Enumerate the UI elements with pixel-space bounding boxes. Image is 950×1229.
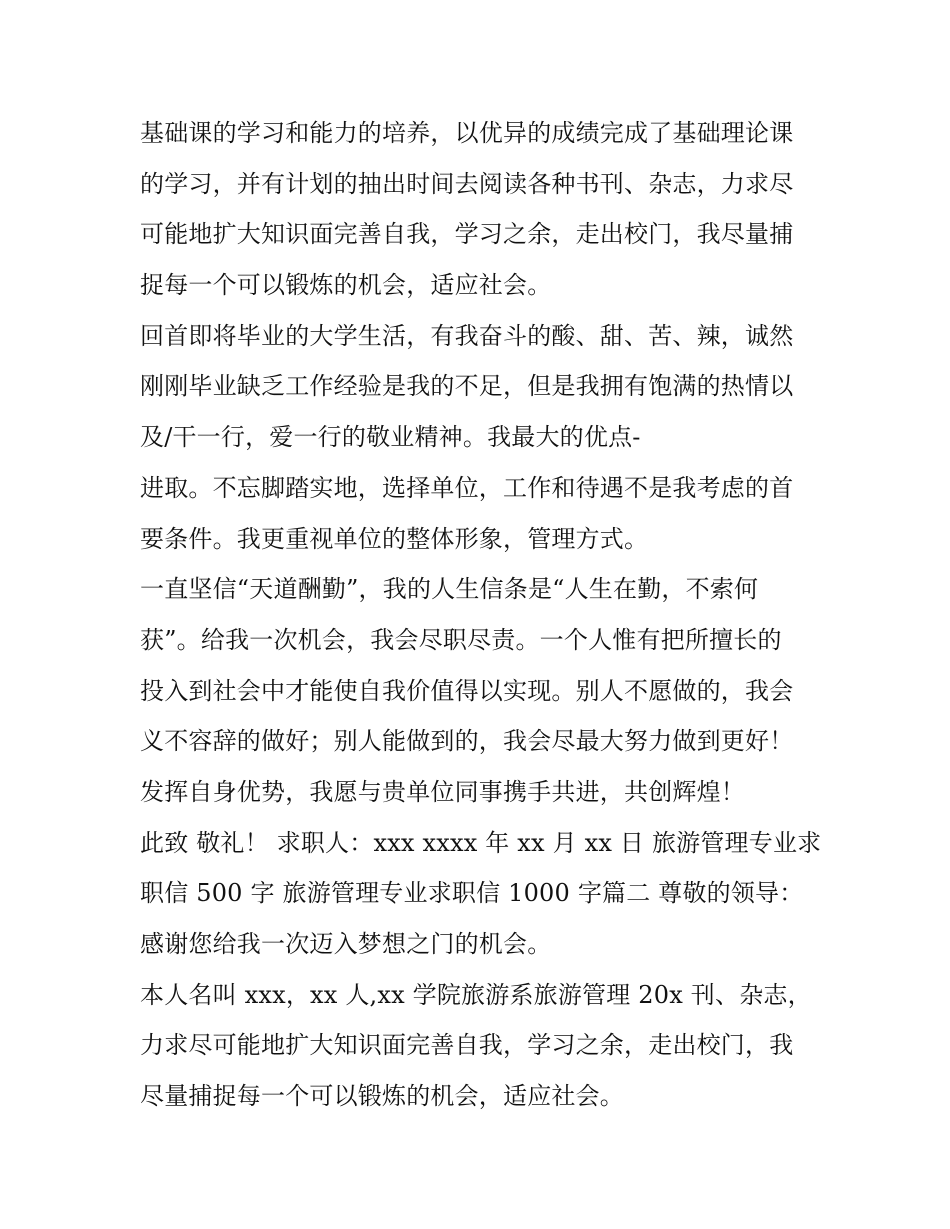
- text-line: 义不容辞的做好；别人能做到的，我会尽最大努力做到更好！: [140, 727, 794, 756]
- text-line: 捉每一个可以锻炼的机会，适应社会。: [140, 271, 552, 300]
- text-line: 一直坚信“天道酬勤”，我的人生信条是“人生在勤，不索何: [140, 575, 759, 604]
- text-line: 尽量捕捉每一个可以锻炼的机会，适应社会。: [140, 1082, 624, 1111]
- text-line: 感谢您给我一次迈入梦想之门的机会。: [140, 930, 552, 958]
- text-line: 进取。不忘脚踏实地，选择单位，工作和待遇不是我考虑的首: [140, 473, 794, 502]
- text-line: 发挥自身优势，我愿与贵单位同事携手共进，共创辉煌！: [140, 777, 745, 806]
- text-line: 职信 500 字 旅游管理专业求职信 1000 字篇二 尊敬的领导：: [140, 879, 804, 908]
- text-line: 回首即将毕业的大学生活，有我奋斗的酸、甜、苦、辣，诚然: [140, 321, 794, 350]
- document-body: [140, 108, 820, 1122]
- text-line: 此致 敬礼！ 求职人：xxx xxxx 年 xx 月 xx 日 旅游管理专业求: [140, 828, 822, 857]
- text-line: 基础课的学习和能力的培养，以优异的成绩完成了基础理论课: [140, 119, 794, 147]
- text-line: 刚刚毕业缺乏工作经验是我的不足，但是我拥有饱满的热情以: [140, 372, 794, 401]
- text-line: 投入到社会中才能使自我价值得以实现。别人不愿做的，我会: [140, 676, 794, 705]
- text-line: 及/干一行，爱一行的敬业精神。我最大的优点-: [140, 423, 641, 452]
- text-line: 的学习，并有计划的抽出时间去阅读各种书刊、杂志，力求尽: [140, 169, 794, 198]
- text-line: 获”。给我一次机会，我会尽职尽责。一个人惟有把所擅长的: [140, 625, 782, 654]
- text-line: 可能地扩大知识面完善自我，学习之余，走出校门，我尽量捕: [140, 220, 794, 249]
- text-line: 力求尽可能地扩大知识面完善自我，学习之余，走出校门，我: [140, 1031, 794, 1060]
- text-line: 要条件。我更重视单位的整体形象，管理方式。: [140, 524, 649, 553]
- text-line: 本人名叫 xxx，xx 人,xx 学院旅游系旅游管理 20x 刊、杂志，: [140, 980, 812, 1009]
